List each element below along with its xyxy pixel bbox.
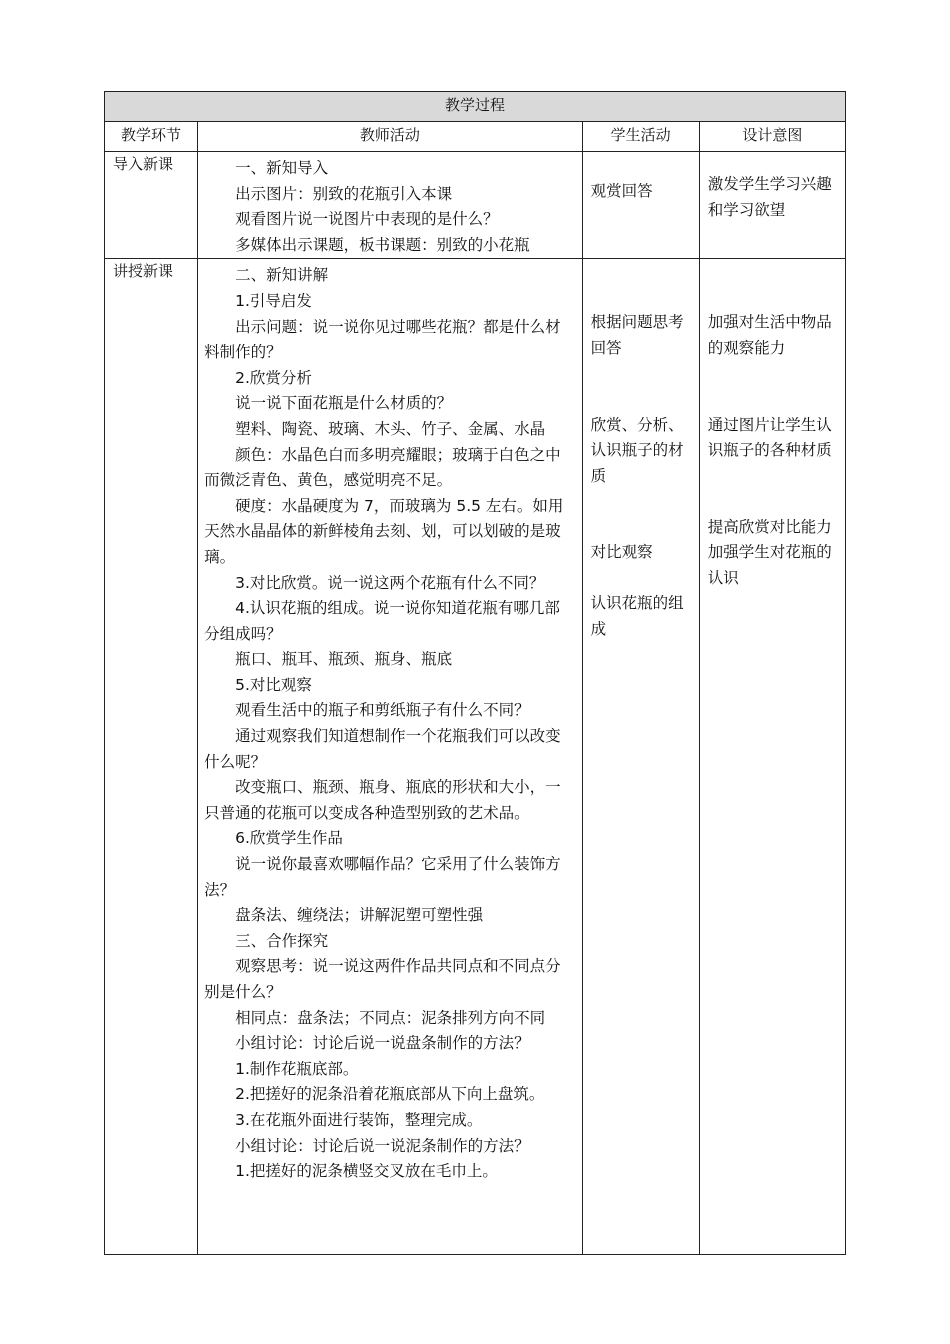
teacher-line: 4.认识花瓶的组成。说一说你知道花瓶有哪几部分组成吗？ <box>204 599 560 643</box>
teacher-line: 出示图片：别致的花瓶引入本课 <box>235 184 453 203</box>
teacher-line: 颜色：水晶色白而多明亮耀眼；玻璃于白色之中而微泛青色、黄色，感觉明亮不足。 <box>204 445 561 490</box>
teacher-line: 观看生活中的瓶子和剪纸瓶子有什么不同？ <box>235 701 530 720</box>
student-activity: 欣赏、分析、认识瓶子的材质 <box>590 415 684 485</box>
table-row <box>105 152 846 259</box>
stage-cell: 导入新课 <box>105 152 198 259</box>
teacher-line: 瓶口、瓶耳、瓶颈、瓶身、瓶底 <box>235 650 453 669</box>
teacher-line: 出示问题：说一说你见过哪些花瓶？都是什么材料制作的？ <box>204 317 561 362</box>
teacher-line: 3.对比欣赏。说一说这两个花瓶有什么不同？ <box>235 573 545 592</box>
teacher-line: 多媒体出示课题，板书课题：别致的小花瓶 <box>235 235 530 254</box>
teacher-line: 1.引导启发 <box>235 291 312 310</box>
stage-cell: 讲授新课 <box>105 259 198 1255</box>
student-activity: 对比观察 <box>590 543 653 562</box>
design-intent: 提高欣赏对比能力 <box>707 517 832 536</box>
teacher-line: 相同点：盘条法；不同点：泥条排列方向不同 <box>235 1008 546 1027</box>
teacher-line: 改变瓶口、瓶颈、瓶身、瓶底的形状和大小，一只普通的花瓶可以变成各种造型别致的艺术品。 <box>204 778 561 822</box>
student-activity: 观赏回答 <box>590 182 653 200</box>
design-intent-cell <box>699 259 845 1255</box>
teacher-line: 三、合作探究 <box>235 931 329 950</box>
header-design: 设计意图 <box>699 122 845 152</box>
teacher-line: 5.对比观察 <box>235 675 312 694</box>
teacher-activity-cell <box>198 259 583 1255</box>
design-intent: 通过图片让学生认识瓶子的各种材质 <box>707 415 832 460</box>
design-intent: 加强对生活中物品的观察能力 <box>707 313 832 357</box>
teacher-line: 硬度：水晶硬度为 7，而玻璃为 5.5 左右。如用天然水晶晶体的新鲜棱角去刻、划，可以划破的是玻璃。 <box>204 496 564 566</box>
teacher-line: 通过观察我们知道想制作一个花瓶我们可以改变什么呢？ <box>204 727 561 771</box>
design-intent: 加强学生对花瓶的认识 <box>707 543 832 587</box>
teacher-line: 6.欣赏学生作品 <box>235 829 343 848</box>
student-activity: 认识花瓶的组成 <box>590 593 684 638</box>
design-intent: 激发学生学习兴趣和学习欲望 <box>707 175 832 219</box>
teacher-line: 一、新知导入 <box>235 159 329 177</box>
teacher-line: 塑料、陶瓷、玻璃、木头、竹子、金属、水晶 <box>235 419 546 438</box>
header-teacher: 教师活动 <box>198 122 583 152</box>
teacher-line: 二、新知讲解 <box>235 266 329 285</box>
column-header-row <box>105 122 846 152</box>
table-row <box>105 259 846 1255</box>
teacher-line: 1.制作花瓶底部。 <box>235 1059 359 1078</box>
design-intent-cell <box>699 152 845 259</box>
header-student: 学生活动 <box>582 122 699 152</box>
teacher-line: 小组讨论：讨论后说一说盘条制作的方法？ <box>235 1034 530 1053</box>
teacher-line: 盘条法、缠绕法；讲解泥塑可塑性强 <box>235 906 484 925</box>
teacher-activity-cell <box>198 152 583 259</box>
teacher-line: 小组讨论：讨论后说一说泥条制作的方法？ <box>235 1136 530 1155</box>
table-title: 教学过程 <box>105 92 846 122</box>
teaching-process-table <box>104 91 846 1255</box>
student-activity: 根据问题思考回答 <box>590 313 684 357</box>
teacher-line: 观察思考：说一说这两件作品共同点和不同点分别是什么？ <box>204 957 561 1001</box>
header-stage: 教学环节 <box>105 122 198 152</box>
student-activity-cell <box>582 259 699 1255</box>
teacher-line: 2.把搓好的泥条沿着花瓶底部从下向上盘筑。 <box>235 1085 545 1104</box>
teacher-line: 说一说你最喜欢哪幅作品？它采用了什么装饰方法？ <box>204 855 561 899</box>
teacher-line: 3.在花瓶外面进行装饰，整理完成。 <box>235 1110 483 1129</box>
student-activity-cell <box>582 152 699 259</box>
teacher-line: 说一说下面花瓶是什么材质的？ <box>235 394 453 413</box>
teacher-line: 2.欣赏分析 <box>235 368 312 387</box>
teacher-line: 1.把搓好的泥条横竖交叉放在毛巾上。 <box>235 1162 498 1181</box>
teacher-line: 观看图片说一说图片中表现的是什么？ <box>235 210 499 229</box>
